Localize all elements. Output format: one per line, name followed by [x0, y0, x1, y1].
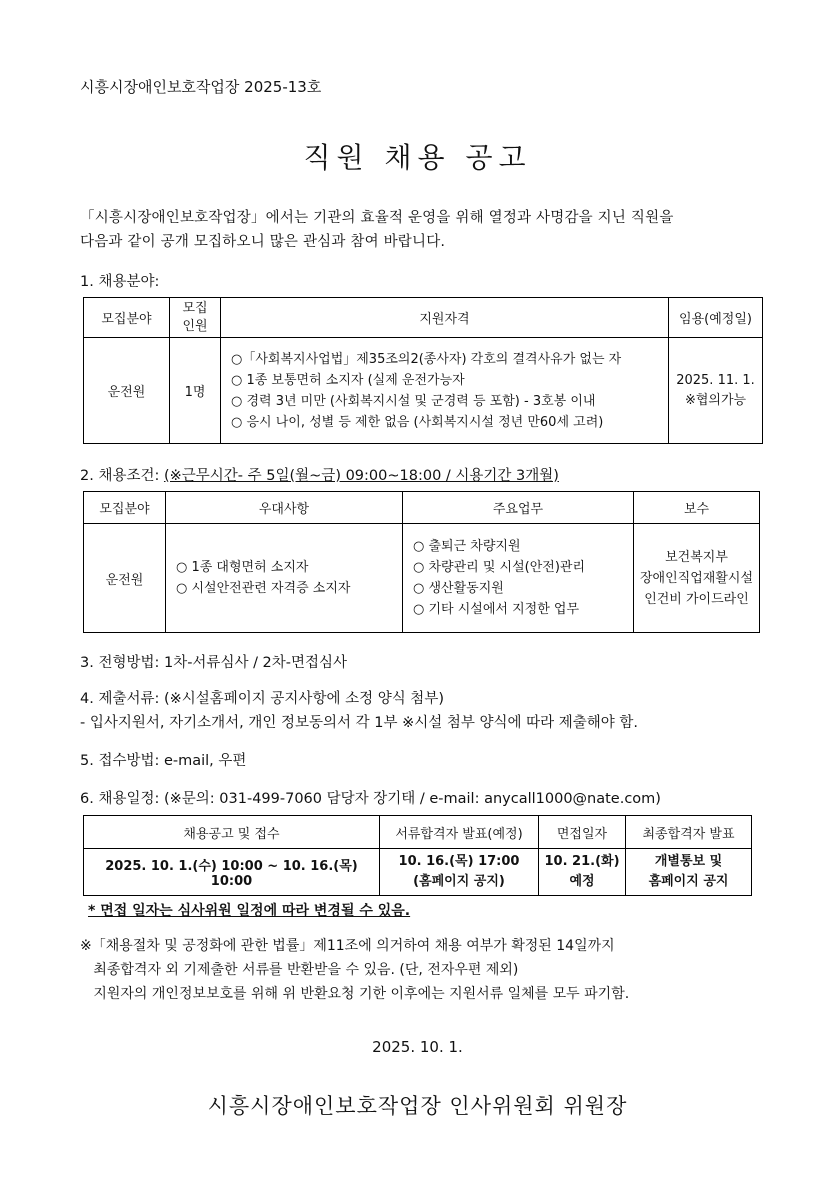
duty-item: ○ 차량관리 및 시설(안전)관리: [413, 560, 586, 575]
header-field: 모집분야: [84, 298, 170, 338]
cell-salary: [634, 524, 760, 633]
preference-item: ○ 1종 대형면허 소지자: [176, 560, 309, 575]
footnote-line: 지원자의 개인정보보호를 위해 위 반환요청 기한 이후에는 지원서류 일체를 모두 파기함.: [80, 986, 630, 1002]
interview-note: 예정: [569, 874, 595, 889]
qualification-item: ○「사회복지사업법」제35조의2(종사자) 각호의 결격사유가 없는 자: [231, 351, 622, 367]
cell-field: 운전원: [84, 524, 166, 633]
intro-line: 「시흥시장애인보호작업장」에서는 기관의 효율적 운영을 위해 열정과 사명감을 지닌 직원을: [80, 210, 674, 226]
preference-item: ○ 시설안전관련 자격증 소지자: [176, 581, 351, 596]
header-preference: 우대사항: [166, 492, 403, 524]
cell-duties: [403, 524, 634, 633]
cell-notice: 2025. 10. 1.(수) 10:00 ~ 10. 16.(목) 10:00: [84, 849, 380, 896]
section3-heading: 3. 전형방법: 1차-서류심사 / 2차-면접심사: [80, 655, 348, 671]
header-count: [170, 298, 221, 338]
header-field: 모집분야: [84, 492, 166, 524]
footnote-line: 최종합격자 외 기제출한 서류를 반환받을 수 있음. (단, 전자우편 제외): [80, 962, 519, 978]
section4-heading: 4. 제출서류: (※시설홈페이지 공지사항에 소정 양식 첨부): [80, 691, 444, 707]
conditions-table: [83, 491, 760, 633]
header-count-line: 인원: [182, 318, 208, 334]
section2-label: 2. 채용조건:: [80, 468, 164, 484]
qualification-item: ○ 경력 3년 미만 (사회복지시설 및 군경력 등 포함) - 3호봉 이내: [231, 393, 596, 409]
header-interview: 면접일자: [539, 816, 626, 849]
header-qualification: 지원자격: [221, 298, 669, 338]
signature: 시흥시장애인보호작업장 인사위원회 위원장: [207, 1094, 628, 1118]
header-salary: 보수: [634, 492, 760, 524]
cell-preferences: [166, 524, 403, 633]
section2-detail: (※근무시간- 주 5일(월~금) 09:00~18:00 / 시용기간 3개월): [163, 468, 559, 484]
duty-item: ○ 출퇴근 차량지원: [413, 539, 521, 554]
header-duties: 주요업무: [403, 492, 634, 524]
intro-paragraph: [80, 206, 674, 254]
cell-appointment: [669, 338, 763, 444]
footnote-line: ※「채용절차 및 공정화에 관한 법률」제11조에 의거하여 채용 여부가 확정된 14일까지: [80, 938, 615, 954]
appointment-note: ※협의가능: [684, 392, 747, 408]
cell-qualifications: [221, 338, 669, 444]
header-count-line: 모집: [182, 300, 208, 316]
section4-detail: - 입사지원서, 자기소개서, 개인 정보동의서 각 1부 ※시설 첨부 양식에 따라 제출해야 함.: [80, 715, 638, 731]
section5-heading: 5. 접수방법: e-mail, 우편: [80, 753, 247, 769]
final-line: 홈페이지 공지: [648, 874, 729, 889]
page-title: 직원 채용 공고: [303, 141, 532, 174]
salary-line: 인건비 가이드라인: [644, 591, 749, 607]
section2-heading: [80, 464, 559, 485]
header-doc-result: 서류합격자 발표(예정): [380, 816, 539, 849]
interview-date: 10. 21.(화): [544, 854, 620, 869]
recruitment-field-table: [83, 297, 763, 444]
announcement-date: 2025. 10. 1.: [372, 1038, 463, 1056]
salary-line: 장애인직업재활시설: [639, 570, 754, 586]
header-notice: 채용공고 및 접수: [84, 816, 380, 849]
schedule-table: [83, 815, 752, 896]
section6-heading: 6. 채용일정: (※문의: 031-499-7060 담당자 장기태 / e-mail: anycall1000@nate.com): [80, 791, 661, 807]
duty-item: ○ 기타 시설에서 지정한 업무: [413, 602, 580, 617]
interview-note: * 면접 일자는 심사위원 일정에 따라 변경될 수 있음.: [88, 903, 411, 919]
doc-result-note: (홈페이지 공지): [413, 874, 505, 889]
cell-interview: [539, 849, 626, 896]
section1-heading: 1. 채용분야:: [80, 274, 160, 290]
header-appointment: 임용(예정일): [669, 298, 763, 338]
appointment-date: 2025. 11. 1.: [676, 372, 755, 388]
salary-line: 보건복지부: [665, 549, 728, 565]
duty-item: ○ 생산활동지원: [413, 581, 504, 596]
cell-count: 1명: [170, 338, 221, 444]
intro-line: 다음과 같이 공개 모집하오니 많은 관심과 참여 바랍니다.: [80, 234, 446, 250]
document-number: 시흥시장애인보호작업장 2025-13호: [80, 78, 322, 96]
final-line: 개별통보 및: [654, 854, 723, 869]
qualification-item: ○ 응시 나이, 성별 등 제한 없음 (사회복지시설 정년 만60세 고려): [231, 414, 604, 430]
cell-doc-result: [380, 849, 539, 896]
cell-final: [626, 849, 752, 896]
cell-field: 운전원: [84, 338, 170, 444]
footnote: [80, 934, 629, 1006]
doc-result-date: 10. 16.(목) 17:00: [398, 854, 520, 869]
qualification-item: ○ 1종 보통면허 소지자 (실제 운전가능자: [231, 372, 465, 388]
header-final: 최종합격자 발표: [626, 816, 752, 849]
